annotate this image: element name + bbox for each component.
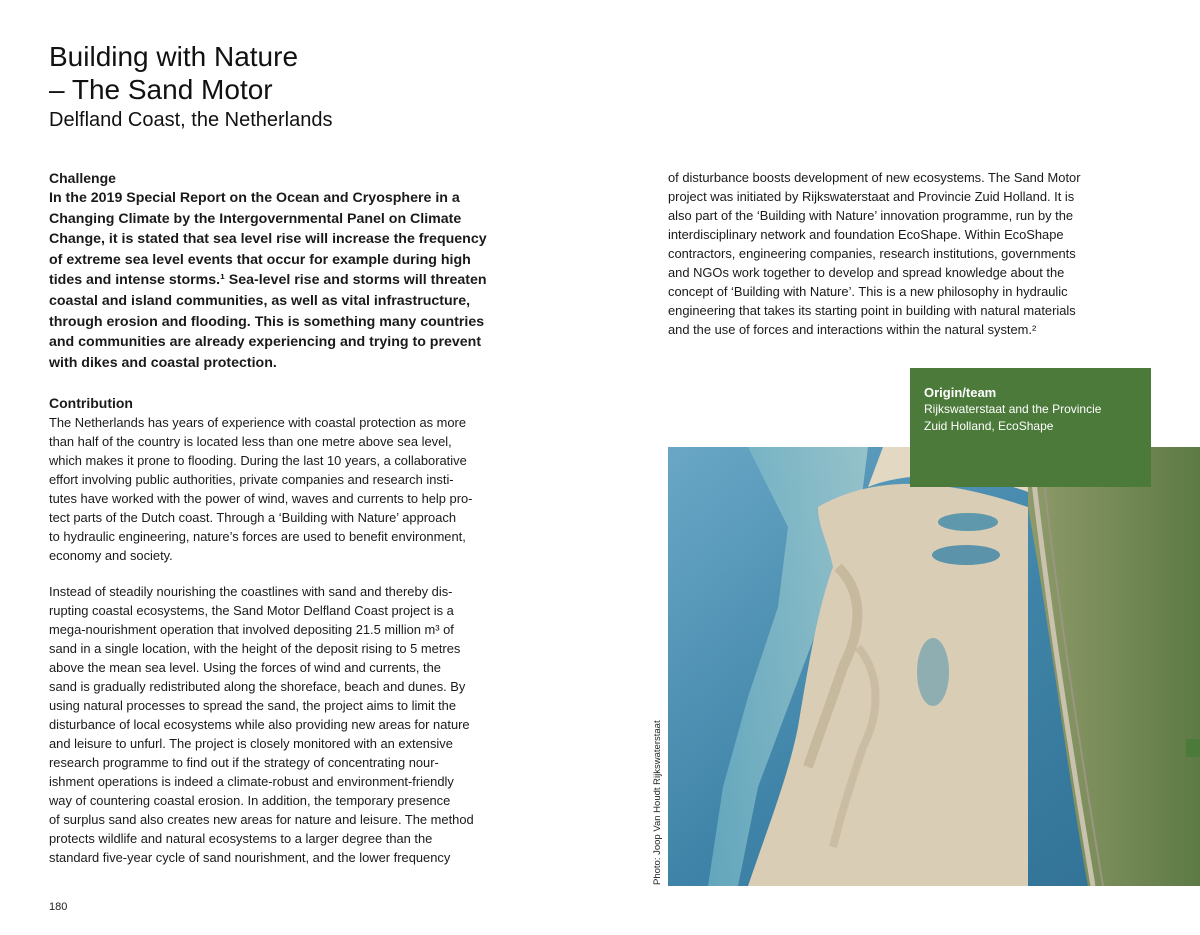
contribution-paragraph-2 [49, 582, 531, 867]
body-line: economy and society. [49, 548, 173, 564]
body-line: tutes have worked with the power of wind, waves and currents to help pro- [49, 491, 473, 507]
body-line: and NGOs work together to develop and spread knowledge about the [668, 265, 1065, 280]
origin-line-2: Zuid Holland, EcoShape [924, 419, 1054, 433]
challenge-line: and communities are already experiencing and trying to prevent [49, 334, 482, 351]
body-line: effort involving public authorities, private companies and research insti- [49, 472, 454, 488]
body-line: tect parts of the Dutch coast. Through a ‘Building with Nature’ approach [49, 510, 456, 526]
right-column-text [668, 168, 1153, 339]
challenge-line: Change, it is stated that sea level rise will increase the frequency [49, 231, 487, 248]
lagoon [932, 545, 1000, 565]
challenge-line: Changing Climate by the Intergovernmental Panel on Climate [49, 210, 462, 227]
left-column [49, 168, 531, 867]
body-line: and the use of forces and interactions within the natural system.² [668, 322, 1037, 337]
body-line: of surplus sand also creates new areas for nature and leisure. The method [49, 812, 474, 828]
title-line-2: – The Sand Motor [49, 74, 273, 105]
body-line: The Netherlands has years of experience with coastal protection as more [49, 415, 467, 431]
body-line: rupting coastal ecosystems, the Sand Motor Delfland Coast project is a [49, 603, 454, 619]
challenge-line: of extreme sea level events that occur for example during high [49, 251, 471, 268]
body-line: also part of the ‘Building with Nature’ innovation programme, run by the [668, 208, 1074, 223]
body-line: which makes it prone to flooding. During the last 10 years, a collaborative [49, 453, 467, 469]
origin-line-1: Rijkswaterstaat and the Provincie [924, 402, 1102, 416]
body-line: sand in a single location, with the height of the deposit rising to 5 metres [49, 641, 461, 657]
body-line: interdisciplinary network and foundation EcoShape. Within EcoShape [668, 227, 1064, 242]
right-column [668, 168, 1153, 339]
body-line: mega-nourishment operation that involved depositing 21.5 million m³ of [49, 622, 454, 638]
aerial-photo-illustration [668, 447, 1200, 886]
challenge-heading: Challenge [49, 170, 116, 186]
body-line: than half of the country is located less than one metre above sea level, [49, 434, 452, 450]
challenge-line: through erosion and flooding. This is something many countries [49, 313, 485, 330]
body-line: engineering that takes its starting point in building with natural materials [668, 303, 1076, 318]
body-line: concept of ‘Building with Nature’. This is a new philosophy in hydraulic [668, 284, 1068, 299]
challenge-text [49, 188, 531, 373]
lagoon [917, 638, 949, 706]
origin-team-box [910, 368, 1151, 487]
challenge-line: coastal and island communities, as well as vital infrastructure, [49, 292, 471, 309]
body-line: way of countering coastal erosion. In addition, the temporary presence [49, 793, 451, 809]
challenge-line: tides and intense storms.¹ Sea-level rise and storms will threaten [49, 272, 487, 289]
aerial-coast-photo [668, 447, 1200, 886]
body-line: protects wildlife and natural ecosystems to a larger degree than the [49, 831, 433, 847]
origin-text [924, 401, 1137, 435]
origin-title: Origin/team [924, 385, 997, 400]
body-line: using natural processes to spread the sand, the project aims to limit the [49, 698, 456, 714]
title-line-1: Building with Nature [49, 41, 299, 72]
body-line: standard five-year cycle of sand nourishment, and the lower frequency [49, 850, 451, 866]
body-line: sand is gradually redistributed along the shoreface, beach and dunes. By [49, 679, 466, 695]
page-number: 180 [49, 901, 68, 913]
body-line: disturbance of local ecosystems while also providing new areas for nature [49, 717, 470, 733]
body-line: above the mean sea level. Using the forces of wind and currents, the [49, 660, 441, 676]
contribution-heading: Contribution [49, 395, 133, 412]
body-line: research programme to find out if the strategy of concentrating nour- [49, 755, 439, 771]
body-line: contractors, engineering companies, research institutions, governments [668, 246, 1076, 261]
body-line: Instead of steadily nourishing the coastlines with sand and thereby dis- [49, 584, 453, 600]
photo-credit: Photo: Joop Van Houdt Rijkswaterstaat [652, 720, 663, 885]
contribution-paragraph-1 [49, 413, 531, 565]
lagoon [938, 513, 998, 531]
challenge-line: In the 2019 Special Report on the Ocean and Cryosphere in a [49, 190, 460, 206]
page-subtitle: Delfland Coast, the Netherlands [49, 109, 333, 131]
body-line: project was initiated by Rijkswaterstaat and Provincie Zuid Holland. It is [668, 189, 1075, 204]
challenge-line: with dikes and coastal protection. [49, 354, 277, 371]
page-title [49, 40, 298, 106]
body-line: ishment operations is indeed a climate-robust and environment-friendly [49, 774, 454, 790]
body-line: and leisure to unfurl. The project is closely monitored with an extensive [49, 736, 453, 752]
body-line: of disturbance boosts development of new ecosystems. The Sand Motor [668, 170, 1081, 185]
body-line: to hydraulic engineering, nature’s forces are used to benefit environment, [49, 529, 466, 545]
